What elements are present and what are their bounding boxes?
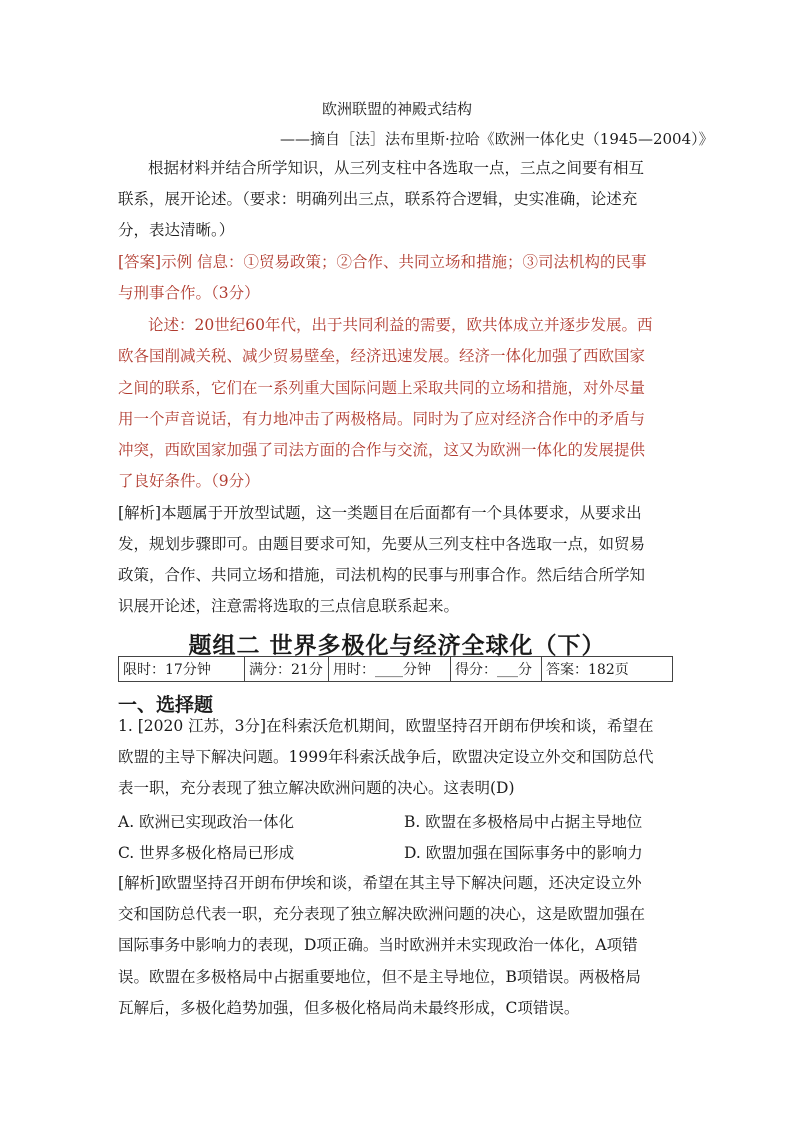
q1-line: 1. [2020 江苏，3分]在科索沃危机期间，欧盟坚持召开朗布伊埃和谈，希望在 <box>118 717 654 735</box>
question-line: 联系，展开论述。（要求：明确列出三点，联系符合逻辑，史实准确，论述充 <box>118 190 638 208</box>
material-title: 欧洲联盟的神殿式结构 <box>321 100 472 118</box>
answer-line: [答案]示例 信息：①贸易政策；②合作、共同立场和措施；③司法机构的民事 <box>118 253 647 271</box>
q1-line: 欧盟的主导下解决问题。1999年科索沃战争后，欧盟决定设立外交和国防总代 <box>118 748 654 766</box>
time-used-cell: 用时：____分钟 <box>329 657 451 682</box>
q1-line: 表一职，充分表现了独立解决欧洲问题的决心。这表明(D) <box>118 779 515 797</box>
option-d: D. 欧盟加强在国际事务中的影响力 <box>404 844 643 862</box>
full-score-cell: 满分：21分 <box>245 657 329 682</box>
q1-analysis-line: [解析]欧盟坚持召开朗布伊埃和谈，希望在其主导下解决问题，还决定设立外 <box>118 874 642 892</box>
option-a: A. 欧洲已实现政治一体化 <box>118 813 295 831</box>
meta-row <box>119 657 673 682</box>
answer-line: 之间的联系，它们在一系列重大国际问题上采取共同的立场和措施，对外尽量 <box>118 379 646 397</box>
material-source: ——摘自［法］法布里斯·拉哈《欧洲一体化史（1945—2004）》 <box>280 130 714 148</box>
group-heading: 题组二 世界多极化与经济全球化（下） <box>188 632 606 659</box>
answer-line: 了良好条件。（9分） <box>118 472 260 490</box>
score-cell: 得分：___分 <box>451 657 542 682</box>
analysis-line: 政策，合作、共同立场和措施，司法机构的民事与刑事合作。然后结合所学知 <box>118 566 646 584</box>
section-title: 一、选择题 <box>118 694 214 716</box>
answer-line: 论述：20世纪60年代，出于共同利益的需要，欧共体成立并逐步发展。西 <box>148 316 653 334</box>
meta-table <box>118 656 673 682</box>
answer-line: 冲突，西欧国家加强了司法方面的合作与交流，这又为欧洲一体化的发展提供 <box>118 441 646 459</box>
option-c: C. 世界多极化格局已形成 <box>118 844 295 862</box>
q1-analysis-line: 国际事务中影响力的表现，D项正确。当时欧洲并未实现政治一体化，A项错 <box>118 936 638 954</box>
analysis-line: 发，规划步骤即可。由题目要求可知，先要从三列支柱中各选取一点，如贸易 <box>118 535 646 553</box>
question-line: 根据材料并结合所学知识，从三列支柱中各选取一点，三点之间要有相互 <box>148 159 645 177</box>
option-b: B. 欧盟在多极格局中占据主导地位 <box>404 813 643 831</box>
analysis-line: [解析]本题属于开放型试题，这一类题目在后面都有一个具体要求，从要求出 <box>118 504 642 522</box>
answer-line: 用一个声音说话，有力地冲击了两极格局。同时为了应对经济合作中的矛盾与 <box>118 410 646 428</box>
q1-analysis-line: 瓦解后，多极化趋势加强，但多极化格局尚未最终形成，C项错误。 <box>118 999 580 1017</box>
answer-line: 欧各国削减关税、减少贸易壁垒，经济迅速发展。经济一体化加强了西欧国家 <box>118 347 646 365</box>
answer-line: 与刑事合作。（3分） <box>118 284 260 302</box>
analysis-line: 识展开论述，注意需将选取的三点信息联系起来。 <box>118 597 460 615</box>
q1-analysis-line: 误。欧盟在多极格局中占据重要地位，但不是主导地位，B项错误。两极格局 <box>118 968 641 986</box>
q1-analysis-line: 交和国防总代表一职，充分表现了独立解决欧洲问题的决心，这是欧盟加强在 <box>118 905 646 923</box>
time-limit-cell: 限时：17分钟 <box>119 657 245 682</box>
answer-page-cell: 答案：182页 <box>542 657 673 682</box>
question-line: 分，表达清晰。） <box>118 221 235 239</box>
